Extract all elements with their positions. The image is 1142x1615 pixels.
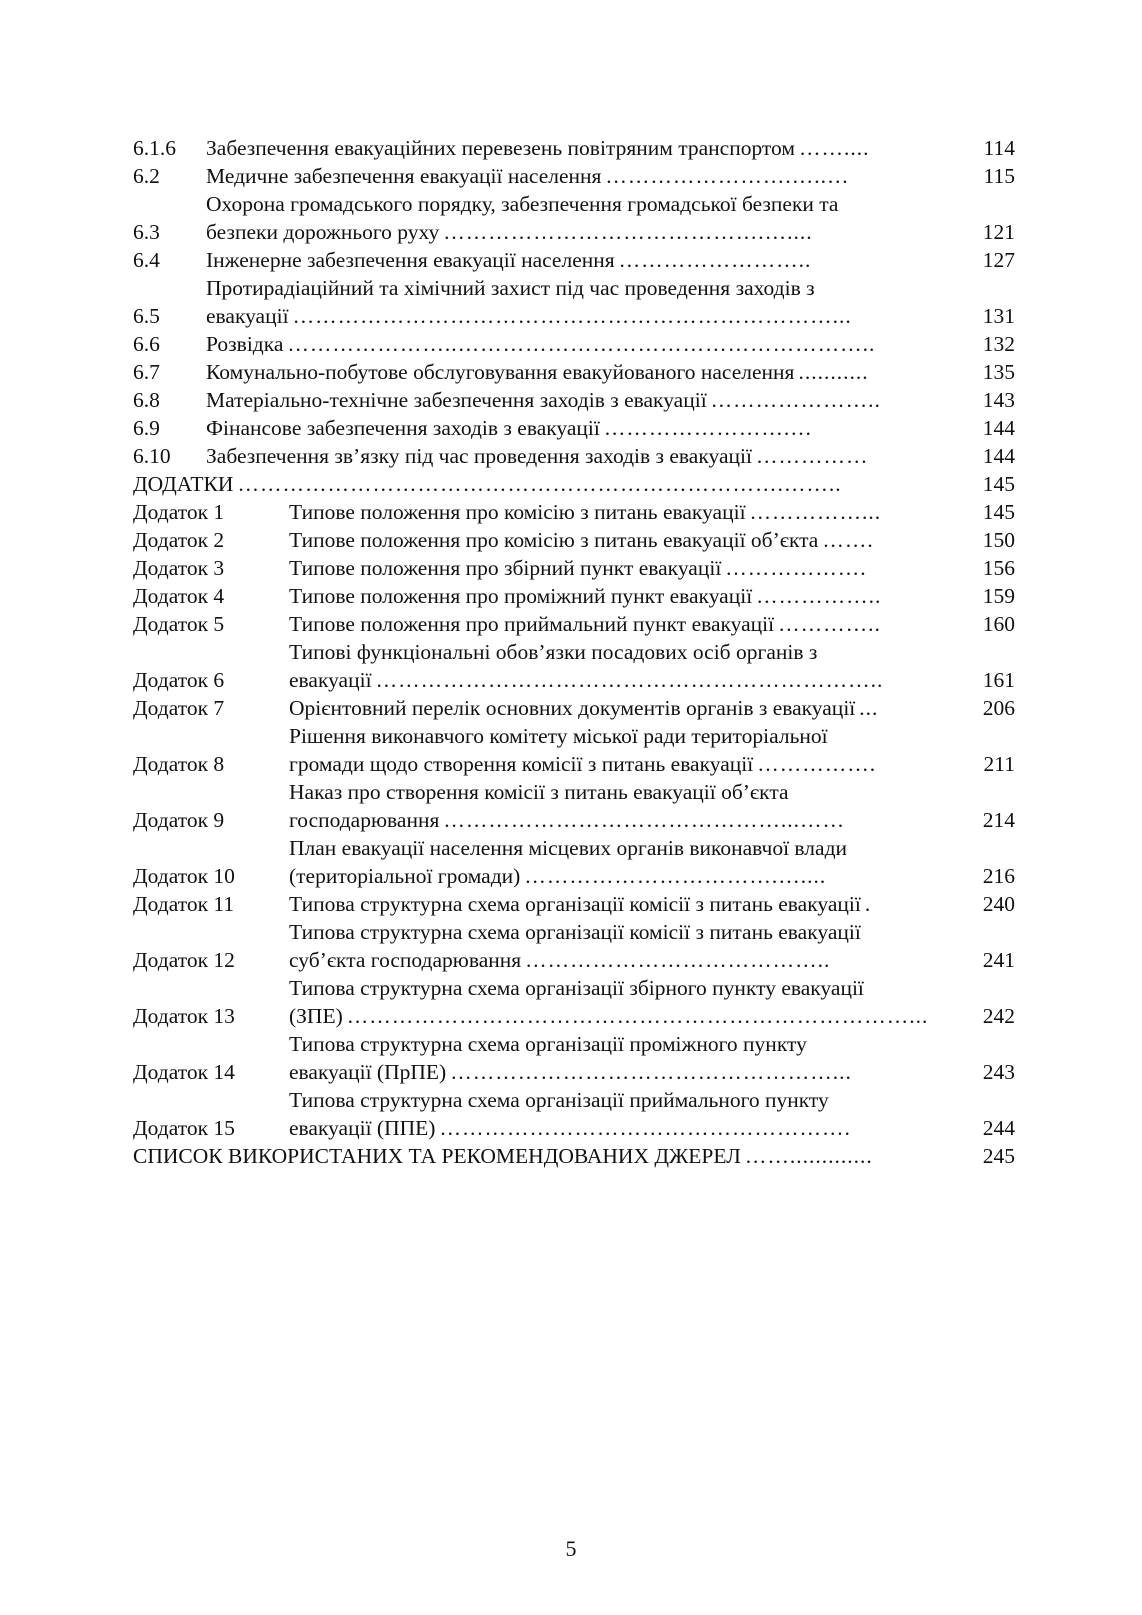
toc-entry-title-line: Забезпечення зв’язку під час проведення заходів з евакуації — [206, 444, 752, 468]
toc-entry[interactable] — [133, 442, 1015, 470]
toc-dot-leader: ………………………………………...…… — [443, 808, 845, 832]
toc-dot-leader: ... — [859, 696, 879, 720]
toc-entry-page: 160 — [982, 612, 1015, 636]
toc-entry-title — [289, 722, 959, 778]
toc-entry-title-line: Фінансове забезпечення заходів з евакуації — [206, 416, 600, 440]
toc-entry[interactable] — [133, 1142, 1015, 1170]
toc-entry-number: 6.4 — [133, 248, 160, 272]
toc-entry-title-line: Матеріально-технічне забезпечення заходів з евакуації — [206, 388, 707, 412]
toc-entry[interactable] — [133, 358, 1015, 386]
toc-entry-title — [289, 1086, 959, 1142]
toc-entry-page: 150 — [982, 528, 1015, 552]
toc-entry-title-line: Типові функціональні обов’язки посадових осіб органів з — [289, 640, 818, 664]
toc-entry-number: Додаток 7 — [133, 696, 225, 720]
toc-entry-title — [206, 386, 959, 414]
toc-dot-leader: ........... — [798, 360, 869, 384]
toc-entry-page: 144 — [982, 444, 1015, 468]
toc-entry-title — [289, 582, 959, 610]
toc-dot-leader: …………… — [755, 444, 869, 468]
toc-entry[interactable] — [133, 526, 1015, 554]
toc-entry[interactable] — [133, 918, 1015, 974]
toc-entry[interactable] — [133, 246, 1015, 274]
toc-entry-page: 115 — [983, 164, 1015, 188]
toc-entry-page: 132 — [982, 332, 1015, 356]
toc-entry-number: Додаток 12 — [133, 948, 235, 972]
toc-entry-title-line: Охорона громадського порядку, забезпечення громадської безпеки та — [206, 192, 839, 216]
toc-entry-title — [289, 526, 959, 554]
toc-entry-page: 121 — [982, 220, 1015, 244]
toc-entry-title — [289, 694, 959, 722]
toc-entry[interactable] — [133, 330, 1015, 358]
toc-entry-page: 241 — [982, 948, 1015, 972]
toc-dot-leader: …………………….…..… — [605, 164, 850, 188]
toc-entry-title-line: суб’єкта господарювання — [289, 948, 522, 972]
toc-entry-title-line: Типове положення про проміжний пункт евакуації — [289, 584, 753, 608]
toc-entry-number: Додаток 2 — [133, 528, 225, 552]
toc-entry-title — [206, 330, 959, 358]
toc-entry-title-line: Типове положення про приймальний пункт евакуації — [289, 612, 775, 636]
toc-entry[interactable] — [133, 582, 1015, 610]
toc-dot-leader: ………………….. — [710, 388, 881, 412]
toc-entry-page: 245 — [982, 1144, 1015, 1168]
toc-entry-number: Додаток 1 — [133, 500, 225, 524]
toc-entry-title — [289, 498, 959, 526]
toc-entry-title-line: Типова структурна схема організації приймального пункту — [289, 1088, 829, 1112]
toc-entry-page: 211 — [983, 752, 1015, 776]
toc-entry-title-line: Забезпечення евакуаційних перевезень повітряним транспортом — [206, 136, 795, 160]
toc-dot-leader: …………….. — [756, 584, 882, 608]
toc-entry-title-line: (ЗПЕ) — [289, 1004, 343, 1028]
toc-entry-title — [289, 638, 959, 694]
toc-entry[interactable] — [133, 778, 1015, 834]
toc-entry-title — [289, 834, 959, 890]
toc-dot-leader: ………………………………………………………………... — [292, 304, 852, 328]
toc-entry-page: 214 — [982, 808, 1015, 832]
toc-entry-title-line: евакуації — [206, 304, 289, 328]
toc-entry-title — [206, 134, 959, 162]
toc-entry-number: 6.2 — [133, 164, 160, 188]
toc-entry[interactable] — [133, 1030, 1015, 1086]
toc-dot-leader: …….... — [798, 136, 870, 160]
toc-entry-title-line: Типове положення про комісію з питань евакуації — [289, 500, 746, 524]
toc-dot-leader: ……. — [822, 528, 874, 552]
toc-entry-title-line: громади щодо створення комісії з питань евакуації — [289, 752, 754, 776]
toc-entry[interactable] — [133, 610, 1015, 638]
toc-entry-number: Додаток 8 — [133, 752, 225, 776]
toc-dot-leader: ……............. — [744, 1144, 873, 1168]
toc-entry-title — [289, 610, 959, 638]
toc-entry-page: 242 — [982, 1004, 1015, 1028]
toc-dot-leader: …………………….. — [618, 248, 812, 272]
toc-entry-title — [206, 190, 959, 246]
toc-entry[interactable] — [133, 190, 1015, 246]
toc-entry-title-line: СПИСОК ВИКОРИСТАНИХ ТА РЕКОМЕНДОВАНИХ ДЖЕРЕЛ — [133, 1144, 741, 1168]
toc-entry-title-line: Типова структурна схема організації комісії з питань евакуації — [289, 892, 861, 916]
toc-entry-title-line: Типова структурна схема організації проміжного пункту — [289, 1032, 807, 1056]
toc-entry-title — [289, 1030, 959, 1086]
table-of-contents — [133, 134, 1015, 1170]
toc-entry-title-line: (територіальної громади) — [289, 864, 521, 888]
toc-entry-title-line: Комунально-побутове обслуговування евакуйованого населення — [206, 360, 795, 384]
toc-entry-number: Додаток 6 — [133, 668, 225, 692]
toc-entry[interactable] — [133, 386, 1015, 414]
toc-entry-number: Додаток 11 — [133, 892, 235, 916]
toc-dot-leader: …………………………………………………………………... — [346, 1004, 929, 1028]
toc-entry-title-line: евакуації (ПрПЕ) — [289, 1060, 447, 1084]
toc-entry-number: 6.9 — [133, 416, 160, 440]
toc-entry-title-line: безпеки дорожнього руху — [206, 220, 440, 244]
toc-entry[interactable] — [133, 1086, 1015, 1142]
toc-entry-page: 145 — [982, 472, 1015, 496]
toc-entry-title-line: ДОДАТКИ — [133, 472, 234, 496]
toc-entry-title-line: евакуації (ППЕ) — [289, 1116, 436, 1140]
toc-entry-number: Додаток 5 — [133, 612, 225, 636]
toc-entry-page: 144 — [982, 416, 1015, 440]
toc-entry-title — [289, 554, 959, 582]
toc-dot-leader: …………………………………….….... — [443, 220, 813, 244]
toc-entry[interactable] — [133, 722, 1015, 778]
toc-entry[interactable] — [133, 274, 1015, 330]
toc-dot-leader: …………………………….….... — [524, 864, 827, 888]
toc-entry-number: 6.7 — [133, 360, 160, 384]
toc-entry[interactable] — [133, 414, 1015, 442]
toc-entry-title-line: евакуації — [289, 668, 372, 692]
toc-entry[interactable] — [133, 638, 1015, 694]
toc-entry-page: 240 — [982, 892, 1015, 916]
toc-dot-leader: ………………………………………………. — [439, 1116, 851, 1140]
toc-entry-page: 159 — [982, 584, 1015, 608]
toc-entry-title — [289, 778, 959, 834]
toc-entry-page: 216 — [982, 864, 1015, 888]
toc-entry-page: 145 — [982, 500, 1015, 524]
toc-dot-leader: ……………. — [757, 752, 877, 776]
toc-entry-page: 161 — [982, 668, 1015, 692]
toc-entry-page: 131 — [982, 304, 1015, 328]
toc-dot-leader: ……………... — [749, 500, 882, 524]
toc-entry-page: 156 — [982, 556, 1015, 580]
toc-entry-title — [206, 358, 959, 386]
toc-entry[interactable] — [133, 134, 1015, 162]
toc-entry-number: Додаток 14 — [133, 1060, 235, 1084]
toc-entry-number: 6.10 — [133, 444, 171, 468]
toc-entry-title-line: господарювання — [289, 808, 440, 832]
toc-entry-number: Додаток 15 — [133, 1116, 235, 1140]
toc-entry-title-line: Рішення виконавчого комітету міської ради територіальної — [289, 724, 828, 748]
toc-entry-title — [206, 414, 959, 442]
toc-entry-number: Додаток 4 — [133, 584, 225, 608]
toc-entry-title-line: Інженерне забезпечення евакуації населення — [206, 248, 615, 272]
toc-entry[interactable] — [133, 470, 1015, 498]
toc-entry-title-line: Протирадіаційний та хімічний захист під час проведення заходів з — [206, 276, 815, 300]
toc-entry[interactable] — [133, 834, 1015, 890]
toc-entry-title-line: Наказ про створення комісії з питань евакуації об’єкта — [289, 780, 789, 804]
toc-dot-leader: …………………….… — [603, 416, 813, 440]
toc-entry-title-line: Медичне забезпечення евакуації населення — [206, 164, 602, 188]
toc-entry-number: 6.6 — [133, 332, 160, 356]
toc-entry-title — [133, 470, 959, 498]
toc-entry-title-line: План евакуації населення місцевих органів виконавчої влади — [289, 836, 848, 860]
toc-entry-title-line: Орієнтовний перелік основних документів органів з евакуації — [289, 696, 856, 720]
toc-entry-number: Додаток 9 — [133, 808, 225, 832]
toc-dot-leader: ………….. — [778, 612, 881, 636]
toc-dot-leader: …………………..……………………………………………….. — [287, 332, 876, 356]
toc-dot-leader: ………………………………………………………….. — [375, 668, 884, 692]
toc-entry-title — [289, 890, 959, 918]
toc-entry-title — [206, 442, 959, 470]
toc-entry-title-line: Типова структурна схема організації збірного пункту евакуації — [289, 976, 864, 1000]
toc-entry-title-line: Типова структурна схема організації комісії з питань евакуації — [289, 920, 861, 944]
toc-entry-title — [206, 274, 959, 330]
toc-entry-title — [133, 1142, 959, 1170]
toc-entry-number: Додаток 10 — [133, 864, 235, 888]
toc-entry-number: 6.1.6 — [133, 136, 176, 160]
toc-entry-number: Додаток 3 — [133, 556, 225, 580]
toc-entry-title — [206, 162, 959, 190]
toc-entry-title — [289, 974, 959, 1030]
toc-entry[interactable] — [133, 694, 1015, 722]
toc-entry[interactable] — [133, 554, 1015, 582]
toc-entry-page: 244 — [982, 1116, 1015, 1140]
toc-entry[interactable] — [133, 162, 1015, 190]
toc-entry-page: 135 — [982, 360, 1015, 384]
toc-dot-leader: ………………………………….. — [525, 948, 831, 972]
page-number: 5 — [565, 1536, 577, 1561]
toc-entry-page: 206 — [982, 696, 1015, 720]
toc-dot-leader: ……………………………………………………………….…….. — [237, 472, 842, 496]
toc-dot-leader: . — [864, 892, 872, 916]
toc-entry[interactable] — [133, 890, 1015, 918]
toc-entry-title — [289, 918, 959, 974]
toc-entry-page: 143 — [982, 388, 1015, 412]
toc-entry-number: 6.3 — [133, 220, 160, 244]
toc-entry-page: 114 — [983, 136, 1015, 160]
toc-entry-number: 6.5 — [133, 304, 160, 328]
toc-entry-title-line: Типове положення про комісію з питань евакуації об’єкта — [289, 528, 819, 552]
toc-entry-title-line: Розвідка — [206, 332, 284, 356]
toc-dot-leader: ……………………………………………... — [450, 1060, 852, 1084]
toc-entry-number: 6.8 — [133, 388, 160, 412]
toc-entry-page: 127 — [982, 248, 1015, 272]
toc-entry[interactable] — [133, 974, 1015, 1030]
toc-entry-page: 243 — [982, 1060, 1015, 1084]
toc-entry-title-line: Типове положення про збірний пункт евакуації — [289, 556, 722, 580]
toc-entry-number: Додаток 13 — [133, 1004, 235, 1028]
toc-dot-leader: ………………. — [725, 556, 867, 580]
toc-entry[interactable] — [133, 498, 1015, 526]
toc-entry-title — [206, 246, 959, 274]
